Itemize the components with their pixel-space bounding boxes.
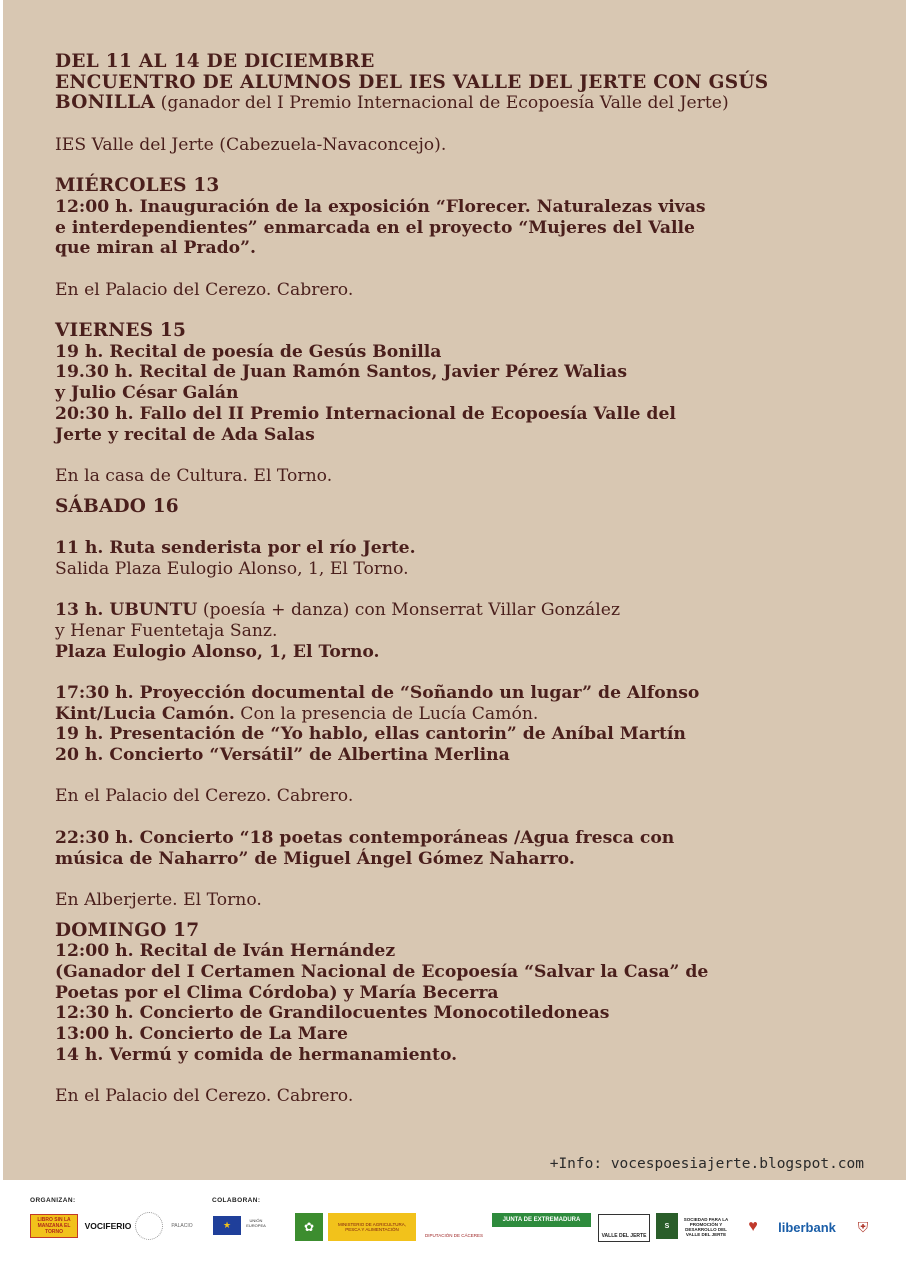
sponsor-footer: [0, 1182, 909, 1276]
sabado-ubuntu-line2: y Henar Fuentetaja Sanz.: [55, 620, 278, 641]
viernes-line: Jerte y recital de Ada Salas: [55, 424, 315, 445]
sabado-late-line1: 22:30 h. Concierto “18 poetas contemporáneas /Agua fresca con: [55, 827, 675, 848]
palacio-logo: PALACIO: [171, 1223, 193, 1229]
domingo-line: (Ganador del I Certamen Nacional de Ecopoesía “Salvar la Casa” de: [55, 962, 709, 983]
viernes-line: 19 h. Recital de poesía de Gesús Bonilla: [55, 341, 442, 362]
liberbank-logo: liberbank: [778, 1219, 836, 1235]
day-heading-sabado: SÁBADO 16: [55, 495, 179, 517]
sociedad-logo: SOCIEDAD PARA LA PROMOCIÓN Y DESARROLLO DEL VALLE DEL JERTE: [683, 1216, 729, 1238]
domingo-line: 12:30 h. Concierto de Grandilocuentes Monocotiledoneas: [55, 1003, 610, 1024]
sociedad-icon: S: [656, 1213, 678, 1239]
sabado-ruta-line2: Salida Plaza Eulogio Alonso, 1, El Torno.: [55, 558, 409, 579]
colaboran-label: COLABORAN:: [212, 1197, 261, 1204]
sabado-ubuntu-line1: [55, 600, 855, 621]
organizan-label: ORGANIZAN:: [30, 1197, 76, 1204]
vociferio-logo: VOCIFERIO: [84, 1221, 132, 1231]
header-title-line2: [55, 93, 855, 114]
miercoles-line: e interdependientes” enmarcada en el proyecto “Mujeres del Valle: [55, 217, 695, 238]
libro-logo-text: LIBRO SIN LA MANZANA EL TORNO: [37, 1217, 71, 1235]
miercoles-venue: En el Palacio del Cerezo. Cabrero.: [55, 279, 354, 300]
domingo-line: 12:00 h. Recital de Iván Hernández: [55, 941, 396, 962]
ministerio-logo: MINISTERIO DE AGRICULTURA, PESCA Y ALIMENTACIÓN: [328, 1213, 416, 1241]
sabado-presentacion: 19 h. Presentación de “Yo hablo, ellas cantorin” de Aníbal Martín: [55, 724, 686, 745]
day-heading-domingo: DOMINGO 17: [55, 919, 200, 941]
sabado-doc-bold: Kint/Lucia Camón.: [55, 703, 235, 724]
header-title-rest: (ganador del I Premio Internacional de Ecopoesía Valle del Jerte): [160, 93, 729, 114]
sabado-ruta-line1: 11 h. Ruta senderista por el río Jerte.: [55, 538, 416, 559]
junta-logo: JUNTA DE EXTREMADURA: [492, 1213, 591, 1227]
diputacion-logo-text: DIPUTACIÓN DE CÁCERES: [425, 1232, 483, 1238]
info-link[interactable]: +Info: vocespoesiajerte.blogspot.com: [549, 1156, 864, 1172]
miercoles-line: 12:00 h. Inauguración de la exposición “Florecer. Naturalezas vivas: [55, 196, 706, 217]
viernes-line: y Julio César Galán: [55, 383, 239, 404]
program-content: [55, 52, 855, 1107]
cherry-icon: ♥: [748, 1218, 758, 1235]
coat-of-arms-icon: ⛨: [857, 1218, 869, 1235]
domingo-line: 14 h. Vermú y comida de hermanamiento.: [55, 1044, 458, 1065]
sabado-doc-line2: [55, 704, 855, 725]
sabado-ubuntu-bold: 13 h. UBUNTU: [55, 600, 198, 621]
miercoles-line: que miran al Prado”.: [55, 238, 256, 259]
eu-flag-icon: ★: [213, 1216, 241, 1235]
rosette-icon: [135, 1212, 163, 1240]
domingo-venue: En el Palacio del Cerezo. Cabrero.: [55, 1086, 354, 1107]
sabado-concierto: 20 h. Concierto “Versátil” de Albertina Merlina: [55, 745, 510, 766]
sabado-late-line2: música de Naharro” de Miguel Ángel Gómez Naharro.: [55, 848, 575, 869]
sabado-ubuntu-line3: Plaza Eulogio Alonso, 1, El Torno.: [55, 641, 380, 662]
day-heading-viernes: VIERNES 15: [55, 320, 187, 342]
leader-logo: ✿: [295, 1213, 323, 1241]
eu-logo-text: UNIÓN EUROPEA: [246, 1218, 266, 1228]
libro-logo: [30, 1214, 78, 1238]
sabado-ubuntu-rest: (poesía + danza) con Monserrat Villar González: [202, 600, 621, 621]
header-venue: IES Valle del Jerte (Cabezuela-Navaconcejo).: [55, 134, 447, 155]
viernes-line: 19.30 h. Recital de Juan Ramón Santos, Javier Pérez Walias: [55, 362, 627, 383]
domingo-line: 13:00 h. Concierto de La Mare: [55, 1024, 348, 1045]
viernes-venue: En la casa de Cultura. El Torno.: [55, 465, 333, 486]
mancomunidad-logo: VALLE DEL JERTE: [598, 1214, 650, 1242]
header-dates: DEL 11 AL 14 DE DICIEMBRE: [55, 51, 375, 72]
domingo-line: Poetas por el Clima Córdoba) y María Becerra: [55, 982, 499, 1003]
sabado-doc-rest: Con la presencia de Lucía Camón.: [240, 703, 539, 724]
junta-sub: [492, 1228, 591, 1240]
sabado-venue1: En el Palacio del Cerezo. Cabrero.: [55, 786, 354, 807]
sabado-venue2: En Alberjerte. El Torno.: [55, 889, 262, 910]
sabado-doc-line1: 17:30 h. Proyección documental de “Soñando un lugar” de Alfonso: [55, 682, 700, 703]
day-heading-miercoles: MIÉRCOLES 13: [55, 175, 220, 197]
header-title-bonilla: BONILLA: [55, 92, 156, 114]
header-title-line1: ENCUENTRO DE ALUMNOS DEL IES VALLE DEL JERTE CON GSÚS: [55, 71, 769, 93]
viernes-line: 20:30 h. Fallo del II Premio Internacional de Ecopoesía Valle del: [55, 403, 676, 424]
diputacion-logo: [420, 1212, 488, 1244]
